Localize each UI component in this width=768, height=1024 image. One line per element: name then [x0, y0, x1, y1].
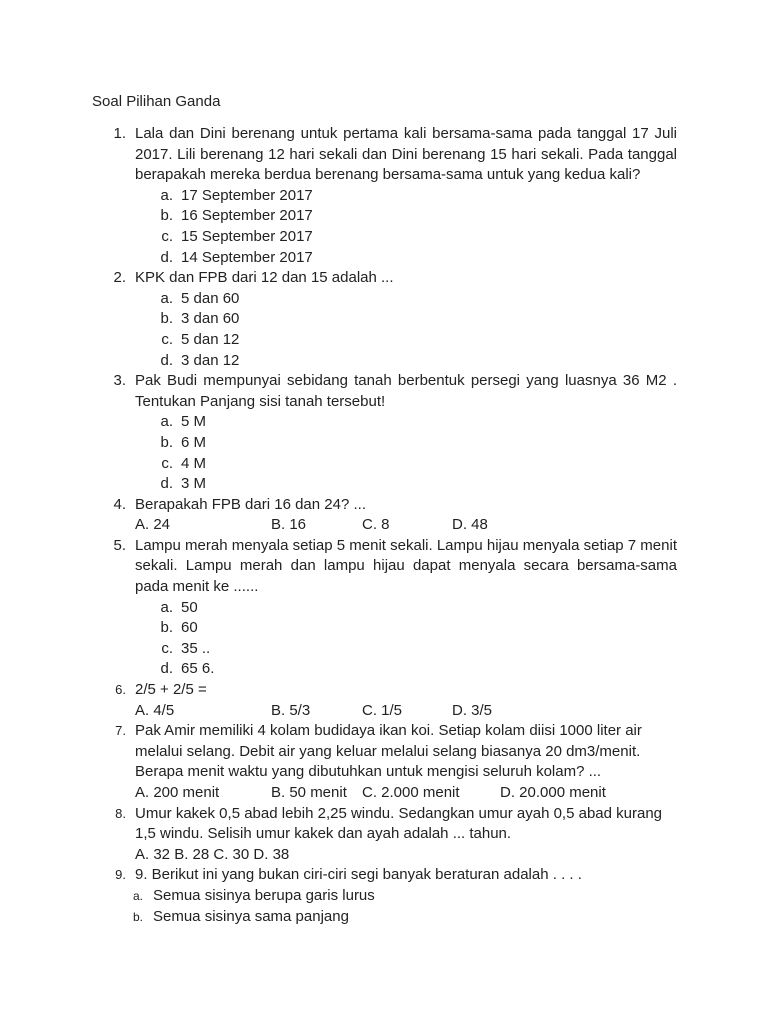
option-text: Semua sisinya berupa garis lurus	[153, 886, 375, 904]
question-9	[0, 865, 768, 886]
option-text: 14 September 2017	[181, 248, 313, 266]
question-number: 7.	[115, 723, 126, 739]
option-letter: b.	[160, 207, 173, 225]
option-2a	[0, 289, 768, 310]
question-7	[0, 721, 768, 783]
option-text: 16 September 2017	[181, 207, 313, 225]
options-row-7	[0, 783, 768, 804]
option-text: 65 6.	[181, 660, 215, 678]
option-9a	[0, 886, 768, 907]
option-6d: D. 3/5	[452, 701, 493, 719]
option-letter: a.	[132, 888, 143, 903]
question-number: 2.	[113, 269, 126, 287]
option-letter: a.	[160, 186, 173, 204]
option-4b: B. 16	[271, 516, 307, 534]
option-3c	[0, 454, 768, 475]
option-5d	[0, 659, 768, 680]
option-text: 17 September 2017	[181, 186, 313, 204]
option-text: 15 September 2017	[181, 227, 313, 245]
option-letter: c.	[161, 454, 173, 472]
question-3	[0, 371, 768, 412]
option-2d	[0, 351, 768, 372]
options-row-4	[0, 515, 768, 536]
question-number: 5.	[113, 536, 126, 554]
option-5b	[0, 618, 768, 639]
option-text: Semua sisinya sama panjang	[153, 907, 349, 925]
option-text: 4 M	[181, 454, 207, 472]
option-text: 50	[181, 598, 198, 616]
option-3a	[0, 412, 768, 433]
question-text: Lampu merah menyala setiap 5 menit sekali. Lampu hijau menyala setiap 7 menit sekali. Lampu merah dan lampu hijau dapat menyala secara bersama-sama pada menit ke ......	[135, 536, 677, 596]
options-line: A. 32 B. 28 C. 30 D. 38	[135, 845, 290, 863]
option-text: 3 dan 12	[181, 351, 240, 369]
option-5c	[0, 639, 768, 660]
question-text: Pak Amir memiliki 4 kolam budidaya ikan koi. Setiap kolam diisi 1000 liter air melalui selang. Debit air yang keluar melalui selang biasanya 20 dm3/menit. Berapa menit waktu yang dibutuhkan untuk mengisi seluruh kolam? ...	[135, 722, 642, 781]
question-text: 2/5 + 2/5 =	[135, 681, 207, 699]
option-text: 5 M	[181, 413, 207, 431]
option-letter: a.	[160, 413, 173, 431]
option-5a	[0, 598, 768, 619]
question-number: 6.	[115, 682, 126, 698]
option-4c: C. 8	[362, 516, 390, 534]
option-4d: D. 48	[452, 516, 488, 534]
option-text: 6 M	[181, 433, 207, 451]
option-letter: b.	[160, 433, 173, 451]
option-4a: A. 24	[135, 516, 171, 534]
option-letter: d.	[160, 475, 173, 493]
option-7c: C. 2.000 menit	[362, 784, 460, 801]
option-letter: c.	[161, 330, 173, 348]
option-letter: a.	[160, 598, 173, 616]
option-letter: d.	[160, 351, 173, 369]
option-text: 3 dan 60	[181, 310, 240, 328]
option-1a	[0, 186, 768, 207]
question-list	[0, 124, 768, 927]
option-7b: B. 50 menit	[271, 784, 347, 801]
option-text: 5 dan 12	[181, 330, 240, 348]
option-2b	[0, 309, 768, 330]
question-8	[0, 804, 768, 845]
options-row-6	[0, 701, 768, 722]
option-text: 3 M	[181, 475, 207, 493]
question-6	[0, 680, 768, 701]
question-text: Pak Budi mempunyai sebidang tanah berbentuk persegi yang luasnya 36 M2 . Tentukan Panjang sisi tanah tersebut!	[135, 372, 677, 410]
question-text: Umur kakek 0,5 abad lebih 2,25 windu. Sedangkan umur ayah 0,5 abad kurang 1,5 windu. Selisih umur kakek dan ayah adalah ... tahun.	[135, 804, 663, 843]
option-2c	[0, 330, 768, 351]
document-title: Soal Pilihan Ganda	[92, 93, 221, 110]
question-4	[0, 495, 768, 516]
question-text: Berapakah FPB dari 16 dan 24? ...	[135, 495, 366, 513]
question-text: 9. Berikut ini yang bukan ciri-ciri segi banyak beraturan adalah . . . .	[135, 866, 582, 884]
question-text: KPK dan FPB dari 12 dan 15 adalah ...	[135, 269, 394, 287]
option-6b: B. 5/3	[271, 701, 311, 719]
option-letter: d.	[160, 660, 173, 678]
question-number: 3.	[113, 372, 126, 390]
option-letter: b.	[132, 909, 143, 924]
option-letter: b.	[160, 310, 173, 328]
question-5	[0, 536, 768, 598]
option-letter: c.	[161, 639, 173, 657]
question-1	[0, 124, 768, 186]
option-3d	[0, 474, 768, 495]
option-letter: c.	[161, 227, 173, 245]
option-3b	[0, 433, 768, 454]
question-number: 4.	[113, 495, 126, 513]
option-letter: d.	[160, 248, 173, 266]
question-number: 8.	[115, 805, 126, 821]
option-text: 5 dan 60	[181, 289, 240, 307]
option-7a: A. 200 menit	[135, 784, 220, 801]
option-6c: C. 1/5	[362, 701, 403, 719]
option-9b	[0, 907, 768, 928]
option-7d: D. 20.000 menit	[500, 784, 606, 801]
option-text: 35 ..	[181, 639, 211, 657]
question-number: 9.	[115, 867, 126, 883]
option-1d	[0, 248, 768, 269]
option-1b	[0, 206, 768, 227]
option-1c	[0, 227, 768, 248]
option-6a: A. 4/5	[135, 701, 175, 719]
options-row-8	[0, 845, 768, 866]
question-text: Lala dan Dini berenang untuk pertama kali bersama-sama pada tanggal 17 Juli 2017. Lili berenang 12 hari sekali dan Dini berenang 15 hari sekali. Pada tanggal berapakah mereka berdua berenang bersama-sama untuk yang kedua kali?	[135, 125, 677, 184]
option-text: 60	[181, 619, 198, 637]
question-number: 1.	[113, 125, 126, 142]
option-letter: a.	[160, 289, 173, 307]
option-letter: b.	[160, 619, 173, 637]
question-2	[0, 268, 768, 289]
